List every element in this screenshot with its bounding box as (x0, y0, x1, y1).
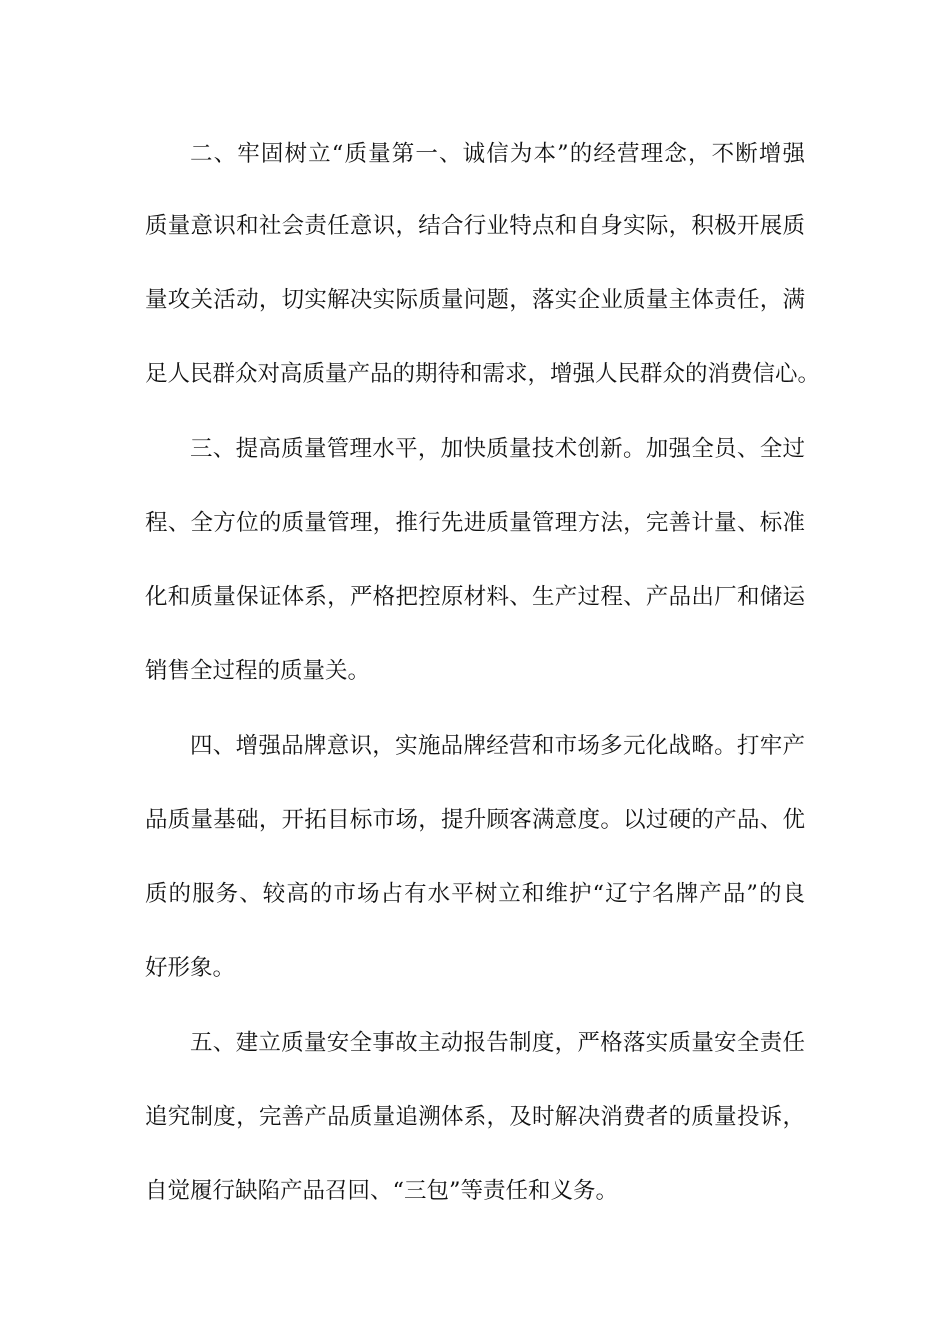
paragraph-3-line-1: 三、提高质量管理水平，加快质量技术创新。加强全员、全过 (190, 436, 805, 462)
paragraph-5-line-1: 五、建立质量安全事故主动报告制度，严格落实质量安全责任 (190, 1030, 805, 1056)
paragraph-3-line-3: 化和质量保证体系，严格把控原材料、生产过程、产品出厂和储运 (145, 584, 805, 610)
paragraph-4-line-1: 四、增强品牌意识，实施品牌经营和市场多元化战略。打牢产 (190, 733, 805, 759)
paragraph-4-line-2: 品质量基础，开拓目标市场，提升顾客满意度。以过硬的产品、优 (145, 807, 805, 833)
paragraph-2-line-3: 量攻关活动，切实解决实际质量问题，落实企业质量主体责任，满 (145, 287, 805, 313)
paragraph-4-line-4: 好形象。 (145, 955, 236, 981)
paragraph-3-line-2: 程、全方位的质量管理，推行先进质量管理方法，完善计量、标准 (145, 510, 805, 536)
paragraph-5-line-2: 追究制度，完善产品质量追溯体系，及时解决消费者的质量投诉， (145, 1104, 805, 1130)
paragraph-3-line-4: 销售全过程的质量关。 (145, 658, 371, 684)
paragraph-4-line-3: 质的服务、较高的市场占有水平树立和维护“辽宁名牌产品”的良 (145, 881, 805, 907)
paragraph-2-line-1: 二、牢固树立“质量第一、诚信为本”的经营理念，不断增强 (190, 141, 805, 167)
paragraph-2-line-4: 足人民群众对高质量产品的期待和需求，增强人民群众的消费信心。 (145, 361, 821, 387)
paragraph-2-line-2: 质量意识和社会责任意识，结合行业特点和自身实际，积极开展质 (145, 213, 805, 239)
paragraph-5-line-3: 自觉履行缺陷产品召回、“三包”等责任和义务。 (145, 1178, 619, 1204)
